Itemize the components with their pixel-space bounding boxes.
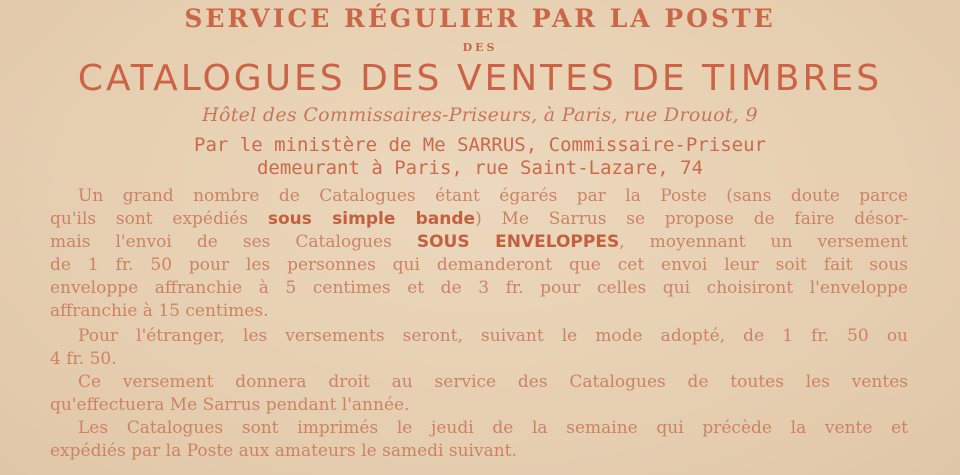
paragraph-line: expédiés par la Poste aux amateurs le samedi suivant. — [50, 441, 517, 461]
paragraph-line: Un grand nombre de Catalogues étant égarés par la Poste (sans doute parce — [78, 186, 908, 206]
heading-service: SERVICE RÉGULIER PAR LA POSTE — [184, 4, 776, 33]
paragraph-1 — [50, 185, 909, 323]
paragraph-line: Les Catalogues sont imprimés le jeudi de la semaine qui précède la vente et — [78, 418, 908, 438]
paragraph-line: qu'effectuera Me Sarrus pendant l'année. — [50, 395, 410, 415]
paragraph-line: Ce versement donnera droit au service des Catalogues de toutes les ventes — [78, 372, 908, 392]
paragraph-line: qu'ils sont expédiés sous simple bande) Me Sarrus se propose de faire désor- — [50, 209, 909, 229]
paragraph-4 — [50, 417, 908, 463]
subheading-address: demeurant à Paris, rue Saint-Lazare, 74 — [256, 157, 704, 179]
paragraph-3 — [50, 371, 908, 417]
paragraph-line: affranchie à 15 centimes. — [50, 301, 269, 321]
paragraph-line: de 1 fr. 50 pour les personnes qui demanderont que cet envoi leur soit fait sous — [50, 255, 908, 275]
paragraph-line: 4 fr. 50. — [50, 349, 117, 369]
emphasis-text: sous simple bande — [267, 209, 476, 229]
paragraph-line: enveloppe affranchie à 5 centimes et de 3 fr. pour celles qui choisiront l'enveloppe — [50, 278, 908, 298]
paragraph-line: mais l'envoi de ses Catalogues SOUS ENVELOPPES, moyennant un versement — [50, 232, 908, 252]
emphasis-text: SOUS ENVELOPPES — [416, 232, 620, 252]
heading-catalogues: CATALOGUES DES VENTES DE TIMBRES — [77, 58, 883, 99]
subheading-ministere: Par le ministère de Me SARRUS, Commissaire-Priseur — [194, 134, 766, 156]
subheading-hotel: Hôtel des Commissaires-Priseurs, à Paris, rue Drouot, 9 — [202, 104, 758, 126]
paragraph-line: Pour l'étranger, les versements seront, suivant le mode adopté, de 1 fr. 50 ou — [78, 326, 908, 346]
paragraph-2 — [50, 325, 908, 371]
heading-des: DES — [462, 41, 498, 54]
